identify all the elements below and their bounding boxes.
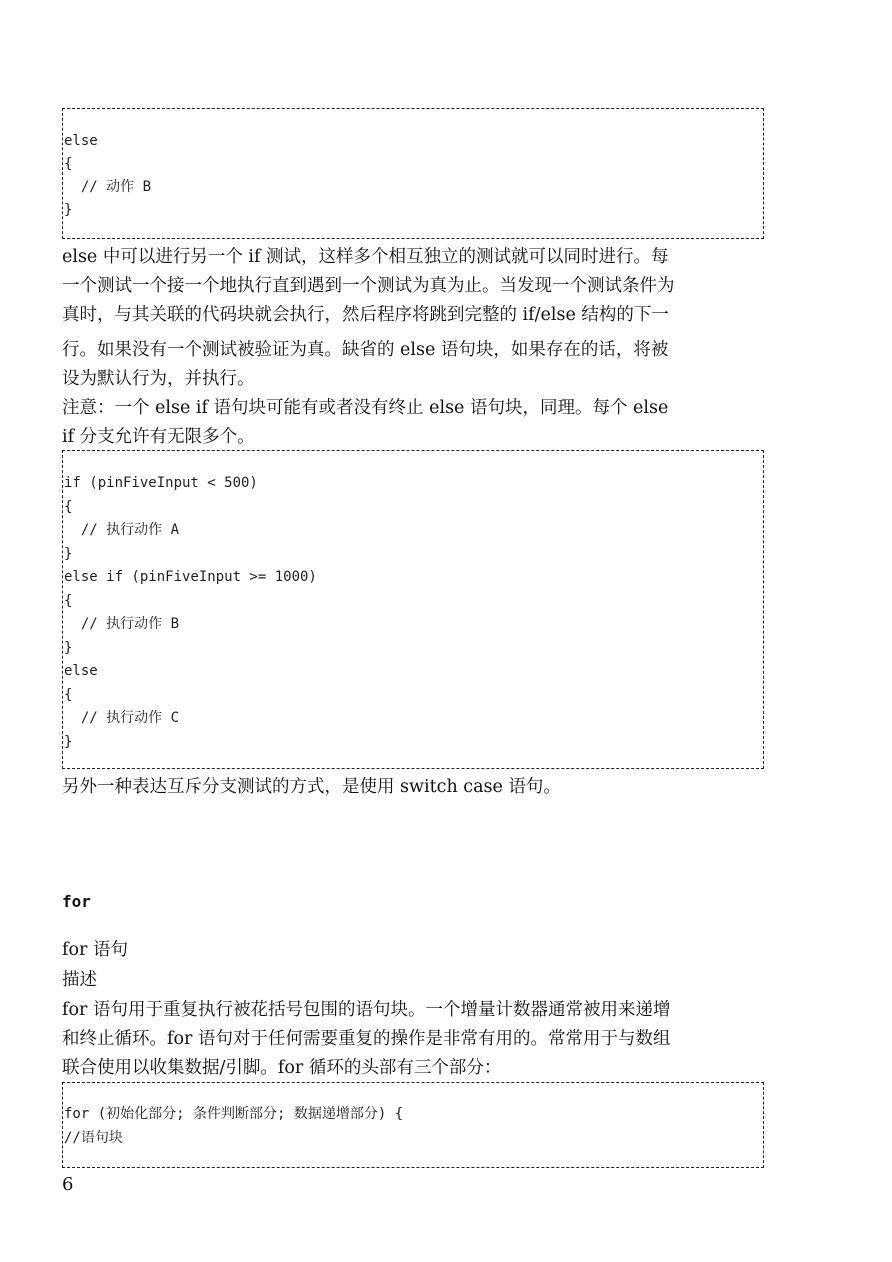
switch-case-note: 另外一种表达互斥分支测试的方式，是使用 switch case 语句。 xyxy=(62,777,561,797)
paragraph-line: 一个测试一个接一个地执行直到遇到一个测试为真为止。当发现一个测试条件为 xyxy=(62,276,675,296)
description-label: 描述 xyxy=(62,970,97,990)
code-block-for xyxy=(62,1082,764,1168)
code-line: // 执行动作 C xyxy=(64,710,180,726)
code-line: else xyxy=(64,133,98,149)
for-statement-title: for 语句 xyxy=(62,940,128,960)
code-line: if (pinFiveInput < 500) xyxy=(64,475,258,491)
code-line: //语句块 xyxy=(64,1130,123,1146)
paragraph-line: else 中可以进行另一个 if 测试，这样多个相互独立的测试就可以同时进行。每 xyxy=(62,247,669,267)
note-line: if 分支允许有无限多个。 xyxy=(62,427,255,447)
code-line: } xyxy=(64,640,73,656)
code-line: else xyxy=(64,663,98,679)
section-heading-for: for xyxy=(62,892,91,911)
code-line: } xyxy=(64,734,73,750)
code-line: else if (pinFiveInput >= 1000) xyxy=(64,569,317,585)
code-block-else xyxy=(62,108,764,239)
paragraph-line: 真时，与其关联的代码块就会执行，然后程序将跳到完整的 if/else 结构的下一 xyxy=(62,305,669,325)
code-line: for (初始化部分; 条件判断部分; 数据递增部分) { xyxy=(64,1106,404,1122)
code-line: { xyxy=(64,687,73,703)
paragraph-line: 行。如果没有一个测试被验证为真。缺省的 else 语句块，如果存在的话，将被 xyxy=(62,340,669,360)
paragraph-line: for 语句用于重复执行被花括号包围的语句块。一个增量计数器通常被用来递增 xyxy=(62,1000,671,1020)
code-line: } xyxy=(64,546,73,562)
code-block-if-else xyxy=(62,450,764,769)
code-line: { xyxy=(64,499,73,515)
code-line: // 动作 B xyxy=(64,179,152,195)
code-line: // 执行动作 B xyxy=(64,616,180,632)
note-line: 注意：一个 else if 语句块可能有或者没有终止 else 语句块，同理。每个 else xyxy=(62,398,669,418)
page-number: 6 xyxy=(62,1174,74,1195)
code-line: } xyxy=(64,202,73,218)
paragraph-line: 和终止循环。for 语句对于任何需要重复的操作是非常有用的。常常用于与数组 xyxy=(62,1029,671,1049)
paragraph-line: 设为默认行为，并执行。 xyxy=(62,369,255,389)
code-line: { xyxy=(64,156,73,172)
paragraph-line: 联合使用以收集数据/引脚。for 循环的头部有三个部分： xyxy=(62,1058,502,1078)
code-line: { xyxy=(64,593,73,609)
code-line: // 执行动作 A xyxy=(64,522,180,538)
